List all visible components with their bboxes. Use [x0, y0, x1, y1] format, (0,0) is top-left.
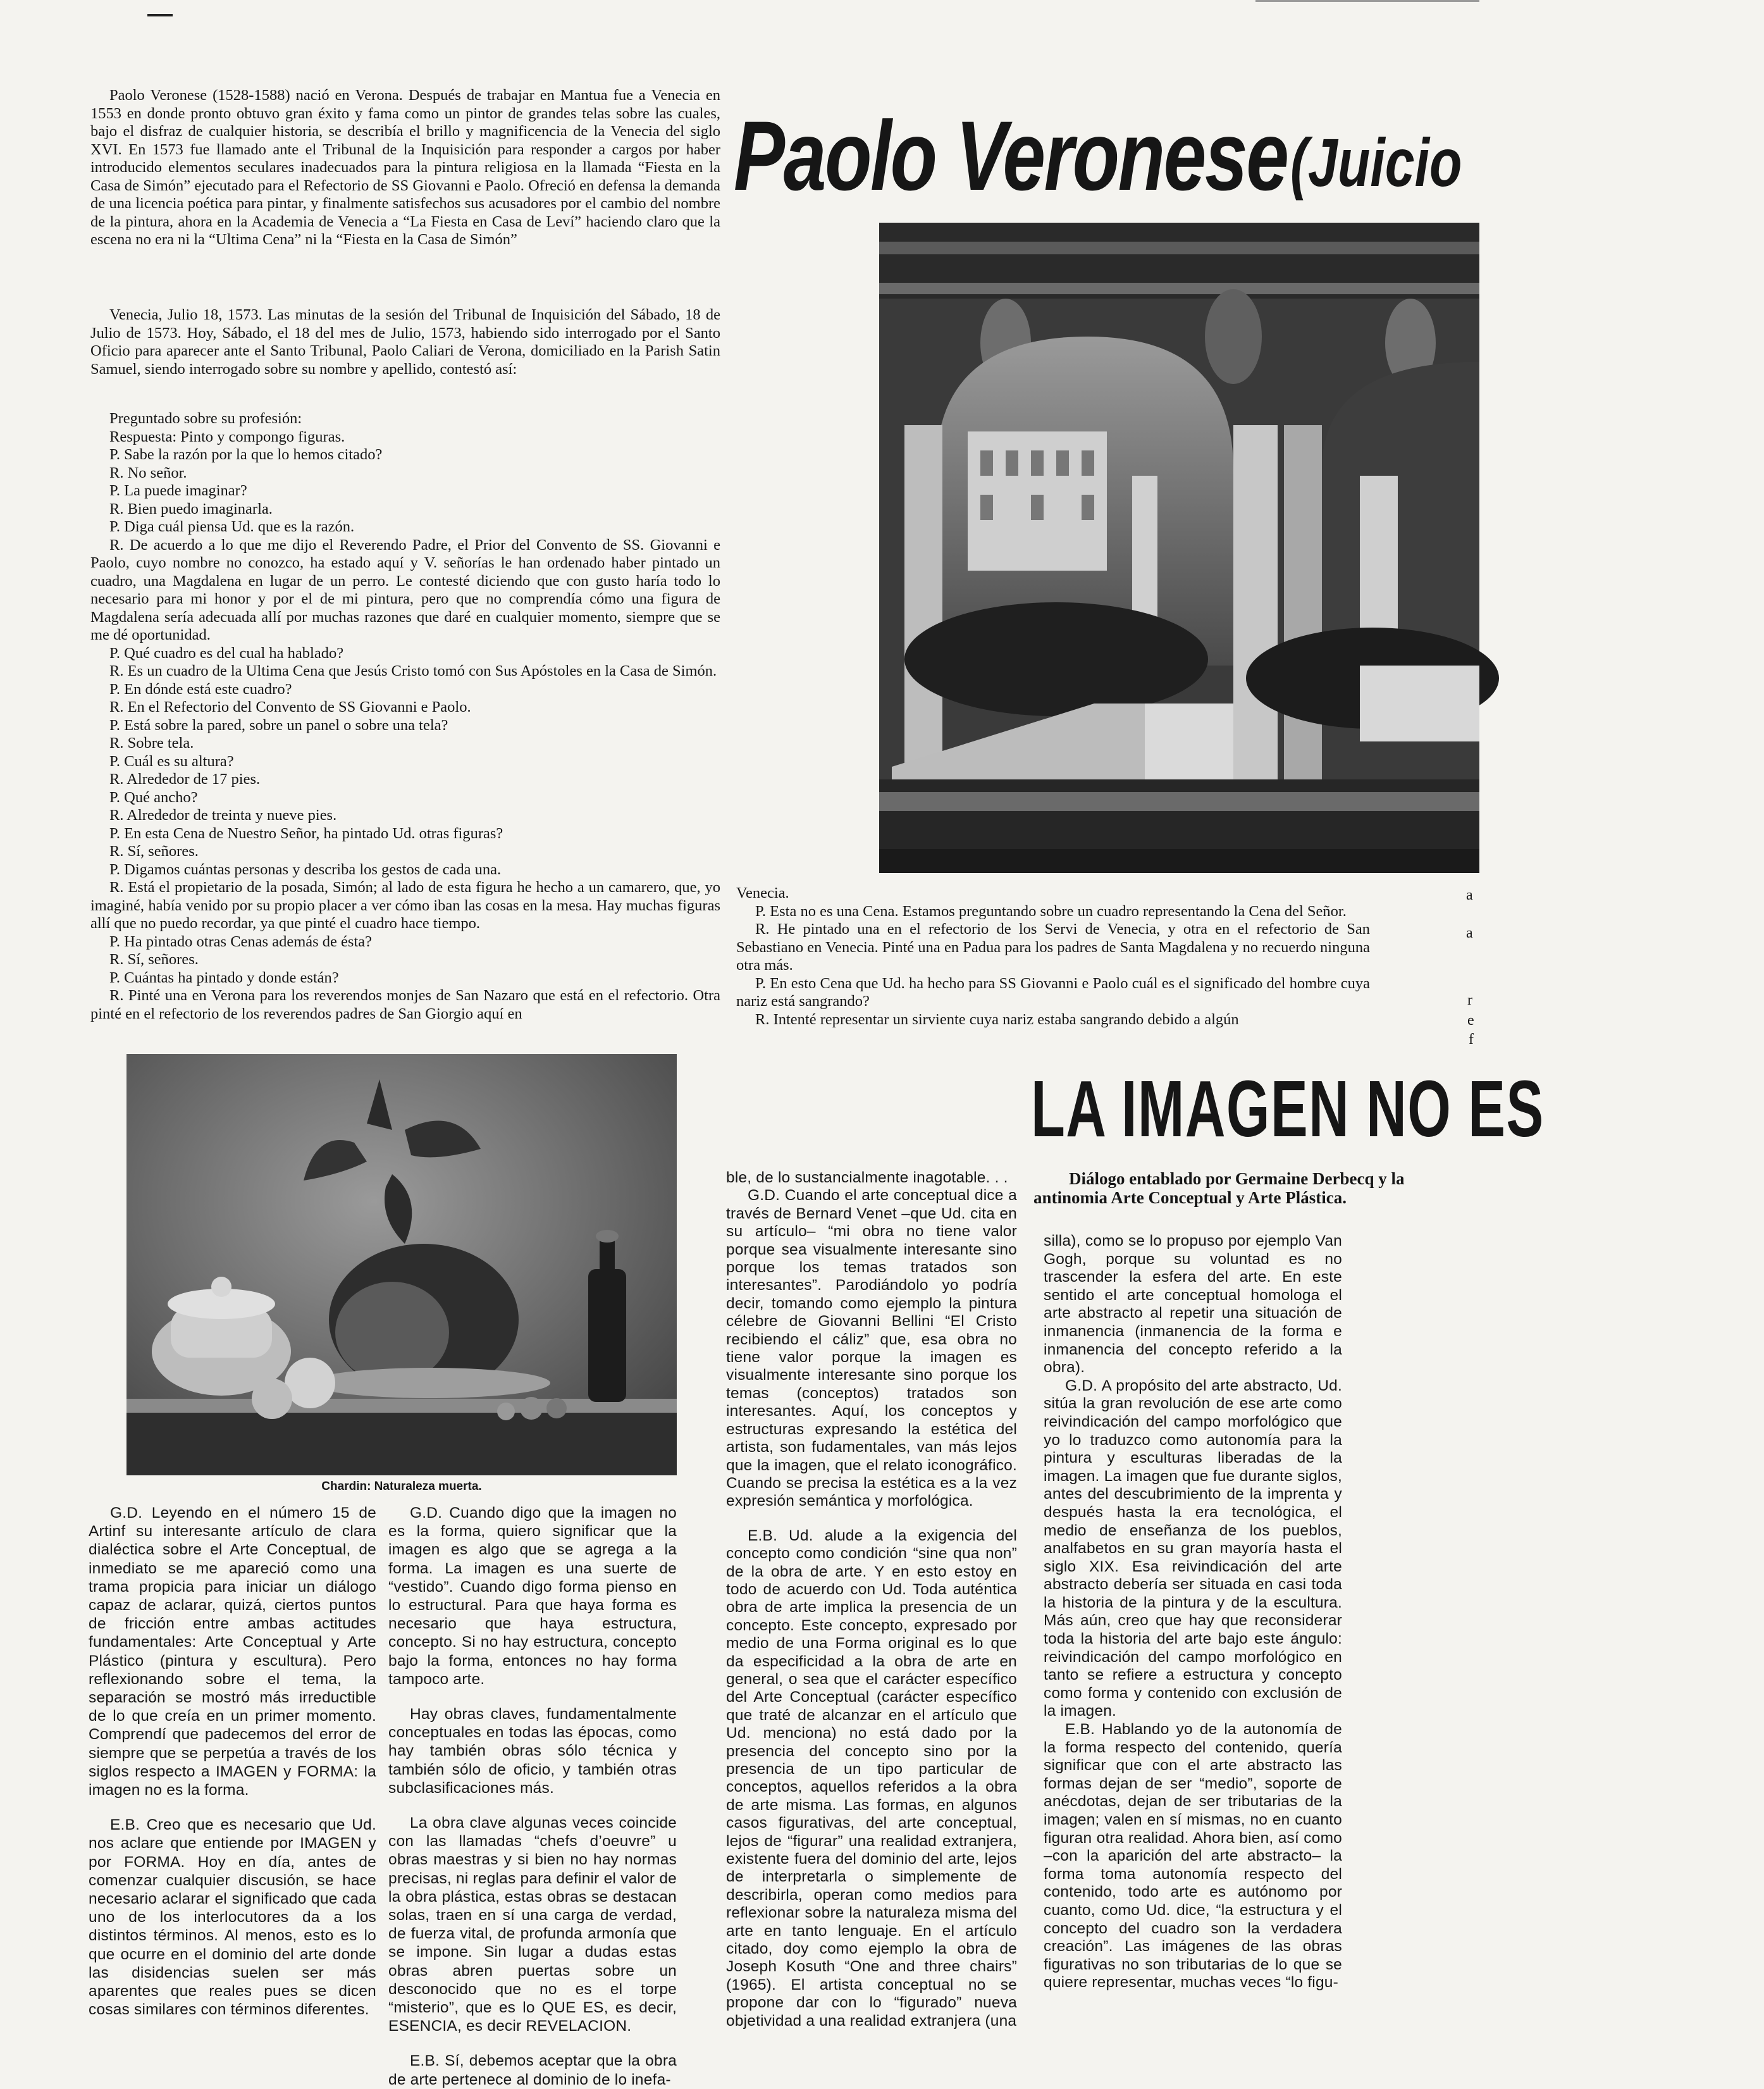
dialogue-line: R. Alrededor de treinta y nueve pies. [109, 807, 337, 824]
continuation-line: R. He pintado una en el refectorio de los Servi de Venecia, y otra en el refectorio de San Sebastiano en Venecia. Pinté una en Padua para los padres de Santa Magdalena y no recuerdo ninguna otra más. [736, 921, 1370, 974]
article-column-2 [388, 1504, 677, 2089]
article-paragraph: E.B. Sí, debemos aceptar que la obra de arte pertenece al dominio de lo inefa- [388, 2052, 677, 2088]
interrogation-dialogue [90, 410, 720, 1023]
article-column-1 [89, 1504, 376, 2019]
dialogue-line: Respuesta: Pinto y compongo figuras. [109, 428, 345, 445]
continuation-line: Venecia. [736, 884, 789, 902]
dialogue-line: R. En el Refectorio del Convento de SS Giovanni e Paolo. [109, 698, 471, 716]
article-paragraph: ble, de lo sustancialmente inagotable. . . [726, 1169, 1008, 1186]
dialogue-line: P. Qué ancho? [109, 788, 198, 806]
article-paragraph: G.D. Cuando digo que la imagen no es la forma, quiero significar que la imagen es algo que se agrega a la forma. La imagen es una suerte de “vestido”. Cuando digo forma pienso en lo estructural. Para que haya forma es necesario que haya estructura, concepto. Si no hay estructura, concepto bajo la forma, entonces no hay forma tampoco arte. [388, 1504, 677, 1688]
dialogue-line: R. Sobre tela. [109, 735, 194, 752]
dialogue-line: P. Está sobre la pared, sobre un panel o sobre una tela? [109, 716, 448, 734]
article-paragraph: G.D. Cuando el arte conceptual dice a través de Bernard Venet –que Ud. cita en su artículo– “mi obra no tiene valor porque sea visualmente interesante sino porque los temas tratados son interesantes”. Parodiándolo yo podría decir, tomando como ejemplo la pintura célebre de Giovanni Bellini “El Cristo recibiendo el cáliz” que, esa obra no tiene valor porque la imagen es visualmente interesante sino porque los temas (conceptos) tratados son interesantes. Aquí, los conceptos y estructuras expresando la estética del artista, son fudamentales, van más lejos que la imagen, que el relato iconográfico. Cuando se precisa la estética es a la vez expresión semántica y morfológica. [726, 1187, 1017, 1510]
chardin-still-life-image [126, 1054, 677, 1475]
edge-fragment: f [1469, 1031, 1474, 1048]
edge-fragment: a [1466, 925, 1473, 941]
dialogue-line: R. Pinté una en Verona para los reverendos monjes de San Nazaro que está en el refectorio. Otra pinté en el refectorio de los reverendos padres de San Giorgio aquí en [90, 987, 720, 1022]
article-paragraph: E.B. Creo que es necesario que Ud. nos aclare que entiende por IMAGEN y por FORMA. Hoy en día, antes de comenzar cualquier discusión, se hace necesario aclarar el significado que cada uno de los interlocutores da a los distintos términos. Al menos, esto es lo que ocurre en el dominio del arte donde las disidencias suelen ser más aparentes que reales pues se dicen cosas similares con términos diferentes. [89, 1816, 376, 2019]
article-paragraph: E.B. Hablando yo de la autonomía de la forma respecto del contenido, quería significar que con el arte abstracto las formas dejan de ser “medio”, soporte de anécdotas, dejan de ser tributarias de la imagen; valen en sí mismas, no en cuanto figuran otra realidad. Ahora bien, así como –con la aparición del arte abstracto– la forma toma autonomía respecto del contenido, todo arte es autónomo por cuanto, como Ud. dice, “la estructura y el concepto del cuadro son la verdadera creación”. Las imágenes de las obras figurativas no son tributarias de lo que se quiere representar, muchas veces “lo figu- [1044, 1721, 1342, 1992]
article-paragraph: Hay obras claves, fundamentalmente conceptuales en todas las épocas, como hay también obras sólo técnica y también sólo de oficio, y también otras subclasificaciones más. [388, 1706, 677, 1797]
article-paragraph: G.D. A propósito del arte abstracto, Ud. sitúa la gran revolución de ese arte como reivindicación del campo morfológico que yo lo traduzco como autonomía para la pintura y esculturas liberadas de la imagen. La imagen que fue durante siglos, antes del descubrimiento de la imprenta y después hasta la era tecnológica, el medio de enseñanza de los pueblos, analfabetos en su gran mayoría hasta el siglo XIX. Esa reivindicación del arte abstracto debería ser situada en casi toda la historia de la pintura y de la escultura. Más aún, creo que hay que reconsiderar toda la historia del arte bajo este ángulo: reivindicación del campo morfológico en tanto se refiere a estructura y concepto como forma y contenido con exclusión de la imagen. [1044, 1377, 1342, 1720]
article-column-3 [726, 1169, 1017, 2030]
dialogue-line: P. La puede imaginar? [109, 482, 247, 499]
dialogue-line: P. Qué cuadro es del cual ha hablado? [109, 644, 344, 662]
continuation-line: R. Intenté representar un sirviente cuya nariz estaba sangrando debido a algún [755, 1010, 1239, 1028]
dialogue-line: P. Ha pintado otras Cenas además de ésta? [109, 933, 373, 950]
dialogue-line: P. Cuántas ha pintado y donde están? [109, 969, 339, 986]
dialogue-line: P. En esta Cena de Nuestro Señor, ha pintado Ud. otras figuras? [109, 824, 503, 842]
article-paragraph: E.B. Ud. alude a la exigencia del concepto como condición “sine qua non” de la obra de arte. Y en esto estoy en todo de acuerdo con Ud. Toda auténtica obra de arte implica la presencia de un concepto. Este concepto, expresado por medio de una Forma original es lo que da especificidad a la obra de arte en general, o sea que el carácter específico del Arte Conceptual (carácter específico que traté de alcanzar en el artículo que Ud. menciona) no está dado por la presencia del concepto sino por la presencia de un tipo particular de conceptos, aquellos referidos a la obra de arte misma. Las formas, en algunos casos figurativas, del arte conceptual, lejos de “figurar” una realidad extranjera, existente fuera del dominio del arte, lejos de interpretarla o simplemente de describirla, operan como medios para reflexionar sobre la naturaleza misma del arte en tanto lenguaje. En el artículo citado, doy como ejemplo la obra de Joseph Kosuth “One and three chairs” (1965). El artista conceptual no se propone dar con lo “figurado” nueva objetividad a una realidad extranjera (una [726, 1527, 1017, 2030]
dialogue-line: R. Está el propietario de la posada, Simón; al lado de esta figura he hecho a un camarero, que, yo imaginé, había venido por su propio placer a ver cómo iban las cosas en la mesa. Hay muchas figuras allí que no puedo recordar, ya que pinté el cuadro hace tiempo. [90, 879, 720, 932]
dialogue-line: R. Alrededor de 17 pies. [109, 771, 261, 788]
dialogue-line: R. De acuerdo a lo que me dijo el Reverendo Padre, el Prior del Convento de SS. Giovanni e Paolo, cuyo nombre no conozco, ha estado aquí y V. señorías le han ordenado haber pintado un cuadro, una Magdalena en lugar de un perro. Le contesté diciendo que con gusto haría todo lo necesario para mi honor y por el de mi pintura, pero que no comprendía cómo una figura de Magdalena sería adecuada allí por muchas razones que daré en cualquier momento, siempre que se me dé oportunidad. [90, 536, 720, 643]
veronese-painting [879, 223, 1479, 873]
continuation-line: P. En esto Cena que Ud. ha hecho para SS Giovanni e Paolo cuál es el significado del hombre cuya nariz está sangrando? [736, 974, 1370, 1010]
image-caption: Chardin: Naturaleza muerta. [321, 1480, 482, 1493]
dialogue-line: R. Bien puedo imaginarla. [109, 500, 273, 518]
article-paragraph: silla), como se lo propuso por ejemplo Van Gogh, porque su voluntad es no trascender la esfera del arte. En este sentido el arte conceptual homologa el arte abstracto al repetir una situación de inmanencia (inmanencia de la forma e inmanencia del concepto referido a la obra). [1044, 1232, 1342, 1377]
dialogue-line: P. Cuál es su altura? [109, 752, 234, 770]
dialogue-line: R. No señor. [109, 464, 187, 481]
dialogue-line: Preguntado sobre su profesión: [109, 410, 302, 427]
article-paragraph: G.D. Leyendo en el número 15 de Artinf su interesante artículo de clara dialéctica sobre el Arte Conceptual, de inmediato se me apareció como una trama propicia para iniciar un diálogo capaz de aclarar, quizá, ciertos puntos de fricción entre ambas actitudes fundamentales: Arte Conceptual y Arte Plástico (pintura y escultura). Pero reflexionando sobre el tema, la separación se mostró más irreductible de lo que creía en un primer momento. Comprendí que padecemos del error de siempre que se perpetúa a través de los siglos respecto a IMAGEN y FORMA: la imagen no es la forma. [89, 1504, 376, 1799]
minutes-paragraph: Venecia, Julio 18, 1573. Las minutas de la sesión del Tribunal de Inquisición del Sábado, 18 de Julio de 1573. Hoy, Sábado, el 18 del mes de Julio, 1573, habiendo sido interrogado por el Santo Oficio para aparecer ante el Santo Tribunal, Paolo Caliari de Verona, domiciliado en la Parish Satin Samuel, siendo interrogado sobre su nombre y apellido, contestó así: [90, 306, 720, 378]
article-paragraph: La obra clave algunas veces coincide con las llamadas “chefs d’oeuvre” u obras maestras y si bien no hay normas precisas, ni reglas para definir el valor de la obra plástica, estas obras se destacan solas, traen en sí una carga de verdad, de fuerza vital, de profunda armonía que se impone. Sin lugar a dudas estas obras abren puertas sobre un desconocido que no es el torpe “misterio”, que es lo QUE ES, es decir, ESENCIA, es decir REVELACION. [388, 1814, 677, 2035]
continuation-line: P. Esta no es una Cena. Estamos preguntando sobre un cuadro representando la Cena del Señor. [755, 902, 1347, 920]
dialogue-line: R. Sí, señores. [109, 843, 199, 860]
edge-fragment: r [1467, 992, 1472, 1008]
article-subhead: Diálogo entablado por Germaine Derbecq y la antinomia Arte Conceptual y Arte Plástica. [1033, 1169, 1405, 1207]
dialogue-line: P. Digamos cuántas personas y describa los gestos de cada una. [109, 860, 502, 878]
dialogue-line: P. En dónde está este cuadro? [109, 680, 292, 698]
article-title: Paolo Veronese (Juicio [734, 101, 1462, 211]
dialogue-line: P. Sabe la razón por la que lo hemos citado? [109, 446, 383, 463]
top-edge-mark [1255, 0, 1479, 2]
edge-fragment: e [1467, 1012, 1474, 1029]
dialogue-line: R. Sí, señores. [109, 951, 199, 968]
dialogue-line: R. Es un cuadro de la Ultima Cena que Jesús Cristo tomó con Sus Apóstoles en la Casa de Simón. [109, 662, 717, 679]
article-headline: LA IMAGEN NO ES [1031, 1064, 1545, 1153]
intro-paragraph: Paolo Veronese (1528-1588) nació en Verona. Después de trabajar en Mantua fue a Venecia en 1553 en donde pronto obtuvo gran éxito y fama como un pintor de grandes telas sobre las cuales, bajo el disfraz de cualquier historia, se describía el brillo y magnificencia de la Venecia del siglo XVI. En 1573 fue llamado ante el Tribunal de la Inquisición para responder a cargos por haber introducido elementos seculares inadecuados para la pintura religiosa en la llamada “Fiesta en la Casa de Simón” ejecutado para el Refectorio de SS Giovanni e Paolo. Ofreció en defensa la demanda de una licencia poética para pintar, y finalmente satisfechos sus acusadores por el cambio del nombre de la pintura, ahora en la Academia de Venecia a “La Fiesta en Casa de Leví” haciendo claro que la escena no era ni la “Ultima Cena” ni la “Fiesta en la Casa de Simón” [90, 87, 720, 248]
article-column-4 [1044, 1232, 1342, 1992]
dialogue-line: P. Diga cuál piensa Ud. que es la razón. [109, 518, 355, 535]
top-rule [147, 14, 173, 16]
edge-fragment: a [1466, 887, 1473, 903]
dialogue-continuation [736, 884, 1370, 1029]
